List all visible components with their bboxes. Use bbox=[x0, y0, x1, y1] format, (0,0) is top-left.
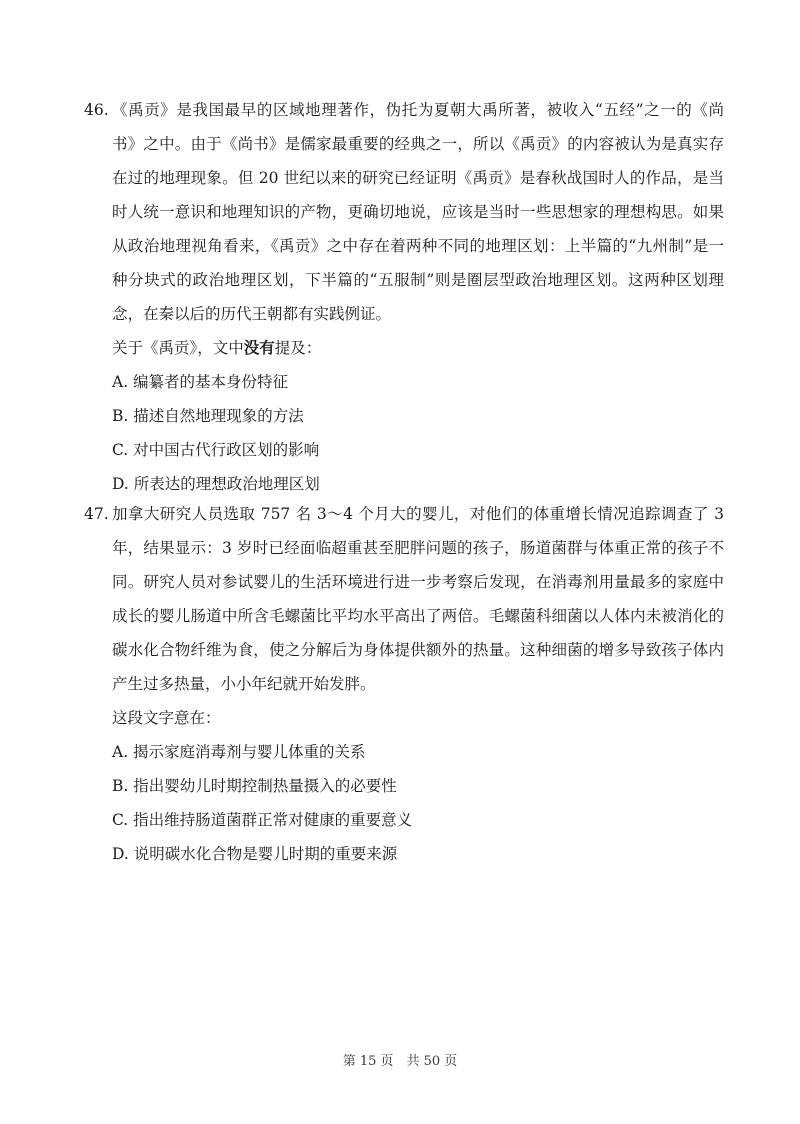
option-b: B. 描述自然地理现象的方法 bbox=[112, 407, 304, 425]
page-number-footer: 第 15 页 共 50 页 bbox=[342, 1054, 458, 1069]
option-a: A. 揭示家庭消毒剂与婴儿体重的关系 bbox=[112, 743, 366, 761]
prompt-emphasis: 没有 bbox=[243, 338, 275, 357]
question-number: 46. bbox=[84, 101, 109, 119]
option-d: D. 说明碳水化合物是婴儿时期的重要来源 bbox=[112, 845, 398, 863]
option-b: B. 指出婴幼儿时期控制热量摄入的必要性 bbox=[112, 777, 397, 795]
question-number: 47. bbox=[84, 505, 109, 523]
question-passage: 《禹贡》是我国最早的区域地理著作，伪托为夏朝大禹所著，被收入“五经”之一的《尚书》之中。由于《尚书》是儒家最重要的经典之一，所以《禹贡》的内容被认为是真实存在过的地理现象。但 20 世纪以来的研究已经证明《禹贡》是春秋战国时人的作品，是当时人统一意识和地理知识的产物，更确切地说，应该是当时一些思想家的理想构思。如果从政治地理视角看来，《禹贡》之中存在着两种不同的地理区划：上半篇的“九州制”是一种分块式的政治地理区划，下半篇的“五服制”则是圈层型政治地理区划。这两种区划理念，在秦以后的历代王朝都有实践例证。 bbox=[112, 101, 724, 323]
prompt-text-before: 关于《禹贡》，文中 bbox=[112, 339, 244, 357]
prompt-text-after: 提及： bbox=[274, 339, 322, 357]
option-a: A. 编纂者的基本身份特征 bbox=[112, 373, 289, 391]
option-d: D. 所表达的理想政治地理区划 bbox=[112, 475, 320, 493]
question-prompt bbox=[112, 331, 724, 365]
option-c: C. 指出维持肠道菌群正常对健康的重要意义 bbox=[112, 811, 413, 829]
option-c: C. 对中国古代行政区划的影响 bbox=[112, 441, 320, 459]
question-47 bbox=[84, 497, 724, 871]
question-passage: 加拿大研究人员选取 757 名 3～4 个月大的婴儿，对他们的体重增长情况追踪调查了 3 年，结果显示：3 岁时已经面临超重甚至肥胖问题的孩子，肠道菌群与体重正常的孩子不同。研究人员对参试婴儿的生活环境进行进一步考察后发现，在消毒剂用量最多的家庭中成长的婴儿肠道中所含毛螺菌比平均水平高出了两倍。毛螺菌科细菌以人体内未被消化的碳水化合物纤维为食，使之分解后为身体提供额外的热量。这种细菌的增多导致孩子体内产生过多热量，小小年纪就开始发胖。 bbox=[112, 505, 724, 693]
question-prompt: 这段文字意在： bbox=[112, 709, 221, 727]
question-46 bbox=[84, 93, 724, 501]
